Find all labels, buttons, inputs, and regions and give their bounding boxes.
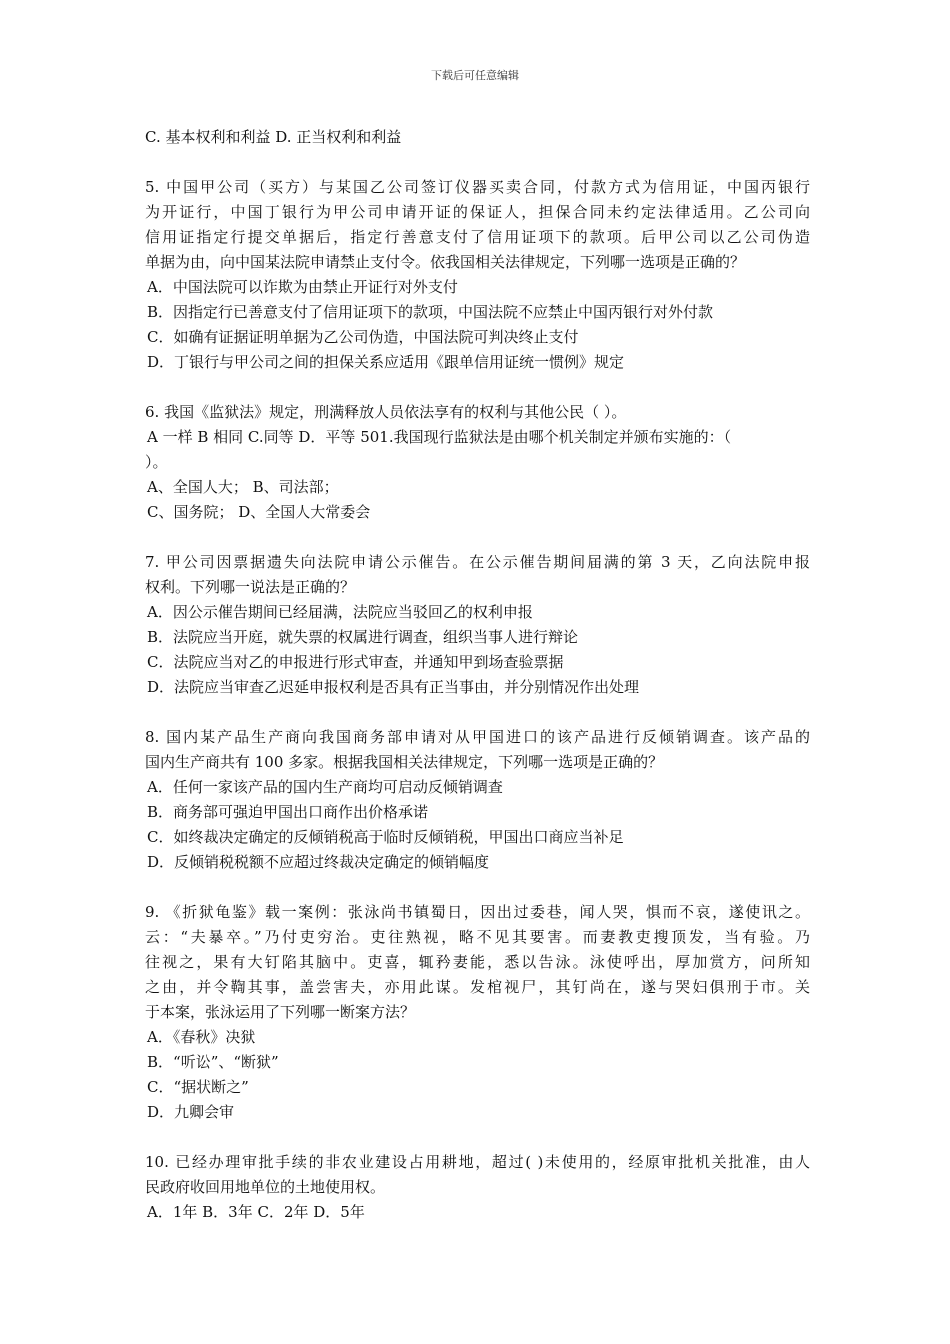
stem-line: 8. 国内某产品生产商向我国商务部申请对从甲国进口的该产品进行反倾销调查。该产品的 [145, 728, 810, 746]
option-b: B．商务部可强迫甲国出口商作出价格承诺 [147, 803, 429, 821]
option-ab: A、全国人大； B、司法部； [147, 478, 339, 496]
option-b: B．法院应当开庭，就失票的权属进行调查，组织当事人进行辩论 [147, 628, 579, 646]
document-body [145, 125, 810, 1250]
stem-line: A 一样 B 相同 C.同等 D．平等 501.我国现行监狱法是由哪个机关制定并颁布实施的：（ [147, 428, 732, 446]
question-8 [145, 725, 810, 875]
question-7 [145, 550, 810, 700]
option-a: A．中国法院可以诈欺为由禁止开证行对外支付 [147, 278, 458, 296]
stem-line: 民政府收回用地单位的土地使用权。 [145, 1178, 386, 1196]
stem-line: 5. 中国甲公司（买方）与某国乙公司签订仪器买卖合同，付款方式为信用证，中国丙银行 [145, 178, 810, 196]
stem-line: 7. 甲公司因票据遗失向法院申请公示催告。在公示催告期间届满的第 3 天，乙向法院申报 [145, 553, 810, 571]
page-header: 下载后可任意编辑 [431, 69, 519, 82]
option-d: D．反倾销税税额不应超过终裁决定确定的倾销幅度 [147, 853, 490, 871]
option-b: B．“听讼”、“断狱” [147, 1053, 279, 1071]
option-d: D．丁银行与甲公司之间的担保关系应适用《跟单信用证统一惯例》规定 [147, 353, 625, 371]
option-b: B．因指定行已善意支付了信用证项下的款项，中国法院不应禁止中国丙银行对外付款 [147, 303, 714, 321]
stem-line: 云：“夫暴卒。”乃付吏穷治。吏往熟视，略不见其要害。而妻教吏搜顶发，当有验。乃 [145, 928, 810, 946]
option-c: C．法院应当对乙的申报进行形式审查，并通知甲到场查验票据 [147, 653, 564, 671]
stem-line: ）。 [145, 453, 168, 471]
question-4-tail [145, 125, 810, 150]
option-a: A．任何一家该产品的国内生产商均可启动反倾销调查 [147, 778, 503, 796]
stem-line: 为开证行，中国丁银行为甲公司申请开证的保证人，担保合同未约定法律适用。乙公司向 [145, 203, 810, 221]
question-10 [145, 1150, 810, 1225]
stem-line: 9. 《折狱龟鉴》载一案例：张泳尚书镇蜀日，因出过委巷，闻人哭，惧而不哀，遂使讯之。 [145, 903, 810, 921]
question-9 [145, 900, 810, 1125]
stem-line: 10. 已经办理审批手续的非农业建设占用耕地，超过( )未使用的，经原审批机关批准，由人 [145, 1153, 810, 1171]
option-d: D．法院应当审查乙迟延申报权利是否具有正当事由，并分别情况作出处理 [147, 678, 640, 696]
option-c: C．如确有证据证明单据为乙公司伪造，中国法院可判决终止支付 [147, 328, 579, 346]
option-d: D．九卿会审 [147, 1103, 235, 1121]
option-a: A．《春秋》决狱 [147, 1028, 256, 1046]
stem-line: 信用证指定行提交单据后，指定行善意支付了信用证项下的款项。后甲公司以乙公司伪造 [145, 228, 810, 246]
stem-line: 国内生产商共有 100 多家。根据我国相关法律规定，下列哪一选项是正确的？ [145, 753, 664, 771]
option-c: C．“据状断之” [147, 1078, 249, 1096]
stem-line: 6. 我国《监狱法》规定，刑满释放人员依法享有的权利与其他公民（ ）。 [145, 403, 627, 421]
options-line: C. 基本权利和利益 D. 正当权利和利益 [145, 128, 402, 146]
options-line: A．1年 B．3年 C．2年 D．5年 [147, 1203, 365, 1221]
question-5 [145, 175, 810, 375]
question-6 [145, 400, 810, 525]
option-c: C．如终裁决定确定的反倾销税高于临时反倾销税，甲国出口商应当补足 [147, 828, 624, 846]
option-a: A．因公示催告期间已经届满，法院应当驳回乙的权利申报 [147, 603, 533, 621]
stem-line: 权利。下列哪一说法是正确的？ [145, 578, 356, 596]
stem-line: 之由，并令鞫其事，盖尝害夫，亦用此谋。发棺视尸，其钉尚在，遂与哭妇俱刑于市。关 [145, 978, 810, 996]
stem-line: 单据为由，向中国某法院申请禁止支付令。依我国相关法律规定，下列哪一选项是正确的？ [145, 253, 746, 271]
option-cd: C、国务院； D、全国人大常委会 [147, 503, 371, 521]
stem-line: 于本案，张泳运用了下列哪一断案方法？ [145, 1003, 416, 1021]
stem-line: 往视之，果有大钉陷其脑中。吏喜，辄矜妻能，悉以告泳。泳使呼出，厚加赏方，问所知 [145, 953, 810, 971]
